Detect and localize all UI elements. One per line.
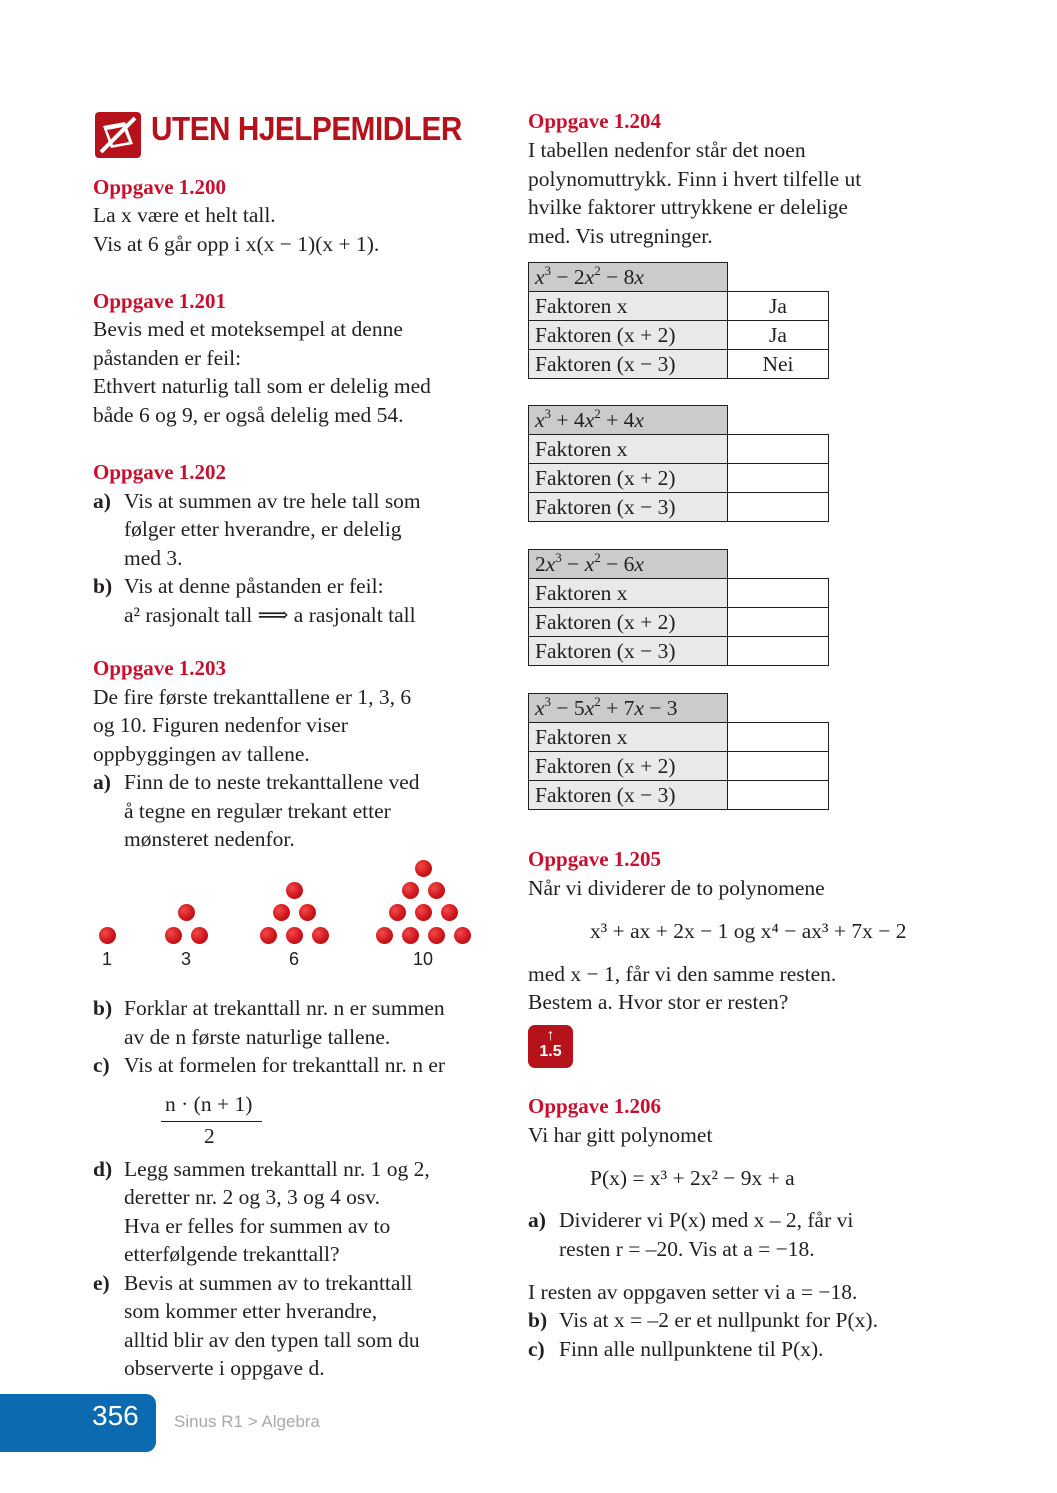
table-factor: Faktoren x [529, 292, 728, 321]
subtask-text: med 3. [124, 546, 183, 570]
dot [428, 882, 445, 899]
task-text: med x − 1, får vi den samme resten. [528, 962, 837, 986]
dot [454, 927, 471, 944]
subtask-label: a) [528, 1208, 546, 1232]
table-factor: Faktoren (x + 2) [529, 464, 728, 493]
table-answer: Nei [728, 350, 829, 379]
figure-label: 6 [288, 949, 299, 969]
subtask-label: b) [528, 1308, 548, 1332]
dot [312, 927, 329, 944]
reference-number: 1.5 [539, 1043, 562, 1060]
figure-label: 1 [101, 949, 112, 969]
subtask-text: alltid blir av den typen tall som du [124, 1328, 420, 1352]
subtask-label: b) [93, 996, 113, 1020]
dot [273, 904, 290, 921]
dot [165, 927, 182, 944]
reference-badge[interactable] [528, 1025, 573, 1068]
subtask-text: Hva er felles for summen av to [124, 1214, 391, 1238]
dot [299, 904, 316, 921]
table-answer-cell[interactable] [728, 464, 829, 493]
task-text: og 10. Figuren nedenfor viser [93, 713, 348, 737]
table-answer-cell[interactable] [728, 752, 829, 781]
table-answer-cell[interactable] [728, 579, 829, 608]
table-factor: Faktoren (x + 2) [529, 321, 728, 350]
table-answer-cell[interactable] [728, 637, 829, 666]
subtask-text: mønsteret nedenfor. [124, 827, 295, 851]
dot [178, 904, 195, 921]
table-factor: Faktoren (x + 2) [529, 608, 728, 637]
table-expression: $x^3 - 2x^2 - 8x$ [529, 263, 728, 292]
subtask-text: Legg sammen trekanttall nr. 1 og 2, [124, 1157, 430, 1181]
subtask-text: Dividerer vi P(x) med x – 2, får vi [559, 1208, 854, 1232]
subtask-label: b) [93, 574, 113, 598]
arrow-up-icon: ↑ [546, 1027, 555, 1044]
factor-table [528, 262, 829, 379]
task-text: Bestem a. Hvor stor er resten? [528, 990, 789, 1014]
task-text: hvilke faktorer uttrykkene er delelige [528, 195, 848, 219]
subtask-text: Vis at denne påstanden er feil: [124, 574, 384, 598]
dot [441, 904, 458, 921]
table-factor: Faktoren x [529, 579, 728, 608]
breadcrumb: Sinus R1 > Algebra [174, 1412, 321, 1431]
subtask-text: etterfølgende trekanttall? [124, 1242, 340, 1266]
formula: P(x) = x³ + 2x² − 9x + a [590, 1166, 795, 1190]
table-factor: Faktoren (x − 3) [529, 781, 728, 810]
task-heading: Oppgave 1.204 [528, 109, 662, 133]
table-answer: Ja [728, 292, 829, 321]
formula-denominator: 2 [204, 1124, 215, 1148]
subtask-label: d) [93, 1157, 113, 1181]
subtask-text: å tegne en regulær trekant etter [124, 799, 391, 823]
task-text: Når vi dividerer de to polynomene [528, 876, 825, 900]
subtask-label: c) [528, 1337, 545, 1361]
figure-label: 3 [180, 949, 191, 969]
subtask-label: c) [93, 1053, 110, 1077]
task-text: Vis at 6 går opp i x(x − 1)(x + 1). [93, 232, 380, 256]
task-text: La x være et helt tall. [93, 203, 276, 227]
table-factor: Faktoren (x − 3) [529, 350, 728, 379]
dot [191, 927, 208, 944]
subtask-text: som kommer etter hverandre, [124, 1299, 378, 1323]
dot [402, 882, 419, 899]
task-text: med. Vis utregninger. [528, 224, 713, 248]
task-heading: Oppgave 1.206 [528, 1094, 662, 1118]
task-text: både 6 og 9, er også delelig med 54. [93, 403, 404, 427]
subtask-text: observerte i oppgave d. [124, 1356, 325, 1380]
task-text: oppbyggingen av tallene. [93, 742, 310, 766]
figure-label: 10 [412, 949, 434, 969]
dot [402, 927, 419, 944]
no-calculator-icon [95, 112, 141, 158]
task-text: påstanden er feil: [93, 346, 242, 370]
formula-numerator: n · (n + 1) [165, 1092, 253, 1116]
task-text: Ethvert naturlig tall som er delelig med [93, 374, 431, 398]
subtask-label: e) [93, 1271, 110, 1295]
table-factor: Faktoren (x − 3) [529, 493, 728, 522]
table-expression: $x^3 - 5x^2 + 7x - 3$ [529, 694, 728, 723]
task-text: Bevis med et moteksempel at denne [93, 317, 403, 341]
subtask-text: av de n første naturlige tallene. [124, 1025, 391, 1049]
dot [260, 927, 277, 944]
task-heading: Oppgave 1.201 [93, 289, 227, 313]
subtask-text: Finn alle nullpunktene til P(x). [559, 1337, 824, 1361]
formula: x³ + ax + 2x − 1 og x⁴ − ax³ + 7x − 2 [590, 919, 907, 943]
subtask-text: Forklar at trekanttall nr. n er summen [124, 996, 445, 1020]
subtask-label: a) [93, 770, 111, 794]
table-factor: Faktoren (x + 2) [529, 752, 728, 781]
table-answer-cell[interactable] [728, 493, 829, 522]
table-expression: $x^3 + 4x^2 + 4x$ [529, 406, 728, 435]
table-expression: $2x^3 - x^2 - 6x$ [529, 550, 728, 579]
table-answer-cell[interactable] [728, 723, 829, 752]
table-answer-cell[interactable] [728, 435, 829, 464]
factor-table [528, 405, 829, 522]
factor-table [528, 549, 829, 666]
dot [415, 904, 432, 921]
table-factor: Faktoren (x − 3) [529, 637, 728, 666]
subtask-text: Finn de to neste trekanttallene ved [124, 770, 420, 794]
task-heading: Oppgave 1.205 [528, 847, 662, 871]
subtask-text: a² rasjonalt tall ⟹ a rasjonalt tall [124, 603, 416, 627]
subtask-text: følger etter hverandre, er delelig [124, 517, 402, 541]
subtask-text: Vis at x = –2 er et nullpunkt for P(x). [559, 1308, 878, 1332]
dot [428, 927, 445, 944]
task-text: I resten av oppgaven setter vi a = −18. [528, 1280, 858, 1304]
section-title: UTEN HJELPEMIDLER [151, 110, 462, 147]
task-text: Vi har gitt polynomet [528, 1123, 713, 1147]
table-factor: Faktoren x [529, 723, 728, 752]
dot [389, 904, 406, 921]
dot [99, 927, 116, 944]
subtask-text: resten r = –20. Vis at a = −18. [559, 1237, 815, 1261]
factor-table [528, 693, 829, 810]
dot [286, 927, 303, 944]
subtask-text: Vis at summen av tre hele tall som [124, 489, 421, 513]
table-factor: Faktoren x [529, 435, 728, 464]
table-answer: Ja [728, 321, 829, 350]
subtask-text: Vis at formelen for trekanttall nr. n er [124, 1053, 446, 1077]
subtask-text: Bevis at summen av to trekanttall [124, 1271, 413, 1295]
subtask-text: deretter nr. 2 og 3, 3 og 4 osv. [124, 1185, 380, 1209]
table-answer-cell[interactable] [728, 781, 829, 810]
task-heading: Oppgave 1.200 [93, 175, 227, 199]
page-number: 356 [92, 1400, 139, 1431]
task-heading: Oppgave 1.203 [93, 656, 227, 680]
task-heading: Oppgave 1.202 [93, 460, 227, 484]
dot [286, 882, 303, 899]
subtask-label: a) [93, 489, 111, 513]
triangular-numbers-figure [93, 855, 478, 975]
task-text: De fire første trekanttallene er 1, 3, 6 [93, 685, 412, 709]
dot [376, 927, 393, 944]
table-answer-cell[interactable] [728, 608, 829, 637]
dot [415, 860, 432, 877]
task-text: polynomuttrykk. Finn i hvert tilfelle ut [528, 167, 862, 191]
task-text: I tabellen nedenfor står det noen [528, 138, 806, 162]
